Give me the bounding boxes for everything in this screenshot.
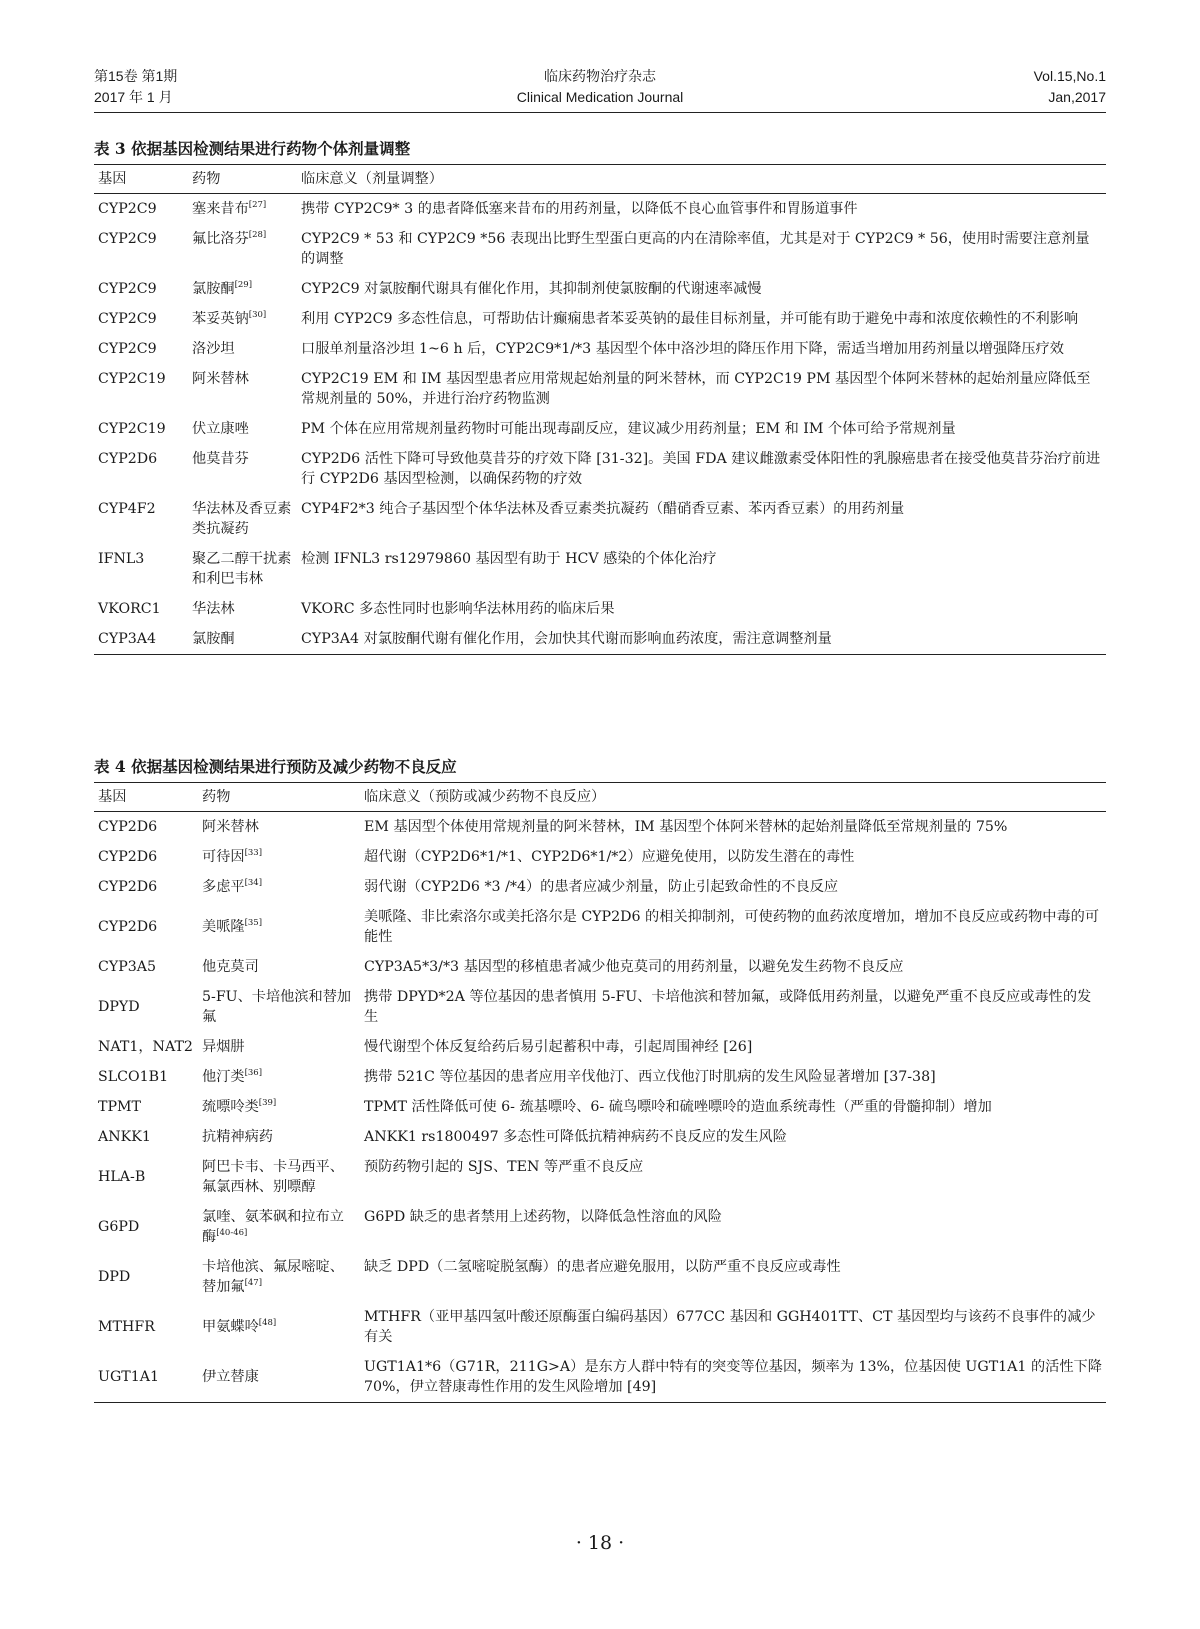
- drug-name: 苯妥英钠: [192, 311, 249, 327]
- gene-cell: CYP2D6: [98, 849, 158, 865]
- table3-body: [94, 194, 1106, 655]
- drug-name: 华法林及香豆素类抗凝药: [192, 501, 292, 537]
- drug-cell: [198, 902, 360, 952]
- table4-col-drug: 药物: [198, 783, 360, 812]
- table-row: [94, 544, 1106, 594]
- gene-cell: CYP3A5: [98, 959, 157, 975]
- citation-ref: [29]: [234, 280, 253, 290]
- drug-cell: [198, 1122, 360, 1152]
- table-row: [94, 1122, 1106, 1152]
- header-volume-en: [1034, 66, 1106, 108]
- table4-body: [94, 812, 1106, 1403]
- citation-ref: [33]: [244, 848, 263, 858]
- drug-cell: [198, 1302, 360, 1352]
- drug-cell: [198, 812, 360, 843]
- meaning-cell: 口服单剂量洛沙坦 1~6 h 后，CYP2C9*1/*3 基因型个体中洛沙坦的降压作用下降，需适当增加用药剂量以增强降压疗效: [301, 341, 1064, 357]
- drug-name: 抗精神病药: [202, 1129, 273, 1145]
- header-date-cn: 2017 年 1 月: [94, 89, 173, 105]
- meaning-cell: 检测 IFNL3 rs12979860 基因型有助于 HCV 感染的个体化治疗: [301, 551, 717, 567]
- drug-cell: [198, 982, 360, 1032]
- meaning-cell: ANKK1 rs1800497 多态性可降低抗精神病药不良反应的发生风险: [364, 1129, 787, 1145]
- citation-ref: [27]: [248, 200, 267, 210]
- drug-name: 巯嘌呤类: [202, 1099, 259, 1115]
- meaning-cell: CYP2C19 EM 和 IM 基因型患者应用常规起始剂量的阿米替林，而 CYP2C19 PM 基因型个体阿米替林的起始剂量应降低至常规剂量的 50%，并进行治疗药物监测: [301, 371, 1091, 407]
- table3-caption: 表 3 依据基因检测结果进行药物个体剂量调整: [94, 139, 411, 158]
- citation-ref: [47]: [244, 1278, 263, 1288]
- drug-cell: [188, 194, 297, 225]
- meaning-cell: 慢代谢型个体反复给药后易引起蓄积中毒，引起周围神经 [26]: [364, 1039, 753, 1055]
- gene-cell: ANKK1: [98, 1129, 151, 1145]
- gene-cell: CYP2D6: [98, 819, 158, 835]
- meaning-cell: 携带 DPYD*2A 等位基因的患者慎用 5-FU、卡培他滨和替加氟，或降低用药剂量，以避免严重不良反应或毒性的发生: [364, 989, 1092, 1025]
- table-row: [94, 1252, 1106, 1302]
- meaning-cell: 弱代谢（CYP2D6 *3 /*4）的患者应减少剂量，防止引起致命性的不良反应: [364, 879, 839, 895]
- gene-cell: VKORC1: [98, 601, 161, 617]
- drug-cell: [188, 494, 297, 544]
- drug-name: 伊立替康: [202, 1369, 259, 1385]
- gene-cell: CYP2D6: [98, 879, 158, 895]
- citation-ref: [48]: [258, 1318, 277, 1328]
- meaning-cell: 美哌隆、非比索洛尔或美托洛尔是 CYP2D6 的相关抑制剂，可使药物的血药浓度增加，增加不良反应或药物中毒的可能性: [364, 909, 1100, 945]
- drug-name: 阿米替林: [202, 819, 259, 835]
- meaning-cell: 利用 CYP2C9 多态性信息，可帮助估计癫痫患者苯妥英钠的最佳目标剂量，并可能有助于避免中毒和浓度依赖性的不利影响: [301, 311, 1079, 327]
- drug-cell: [188, 414, 297, 444]
- table3-col-drug: 药物: [188, 165, 297, 194]
- drug-cell: [188, 334, 297, 364]
- meaning-cell: CYP3A5*3/*3 基因型的移植患者减少他克莫司的用药剂量，以避免发生药物不良反应: [364, 959, 904, 975]
- drug-cell: [198, 1062, 360, 1092]
- drug-name: 美哌隆: [202, 919, 245, 935]
- drug-name: 华法林: [192, 601, 235, 617]
- drug-name: 阿米替林: [192, 371, 249, 387]
- drug-name: 他莫昔芬: [192, 451, 249, 467]
- table-row: [94, 364, 1106, 414]
- drug-name: 伏立康唑: [192, 421, 249, 437]
- gene-cell: MTHFR: [98, 1319, 155, 1335]
- running-header: [94, 64, 1106, 113]
- meaning-cell: 超代谢（CYP2D6*1/*1、CYP2D6*1/*2）应避免使用，以防发生潜在的毒性: [364, 849, 855, 865]
- meaning-cell: UGT1A1*6（G71R，211G>A）是东方人群中特有的突变等位基因，频率为 13%，位基因使 UGT1A1 的活性下降 70%，伊立替康毒性作用的发生风险增加 [49]: [360, 1352, 1106, 1403]
- gene-cell: DPD: [98, 1269, 131, 1285]
- gene-cell: CYP2D6: [98, 919, 158, 935]
- table-row: [94, 1152, 1106, 1202]
- meaning-cell: 缺乏 DPD（二氢嘧啶脱氢酶）的患者应避免服用，以防严重不良反应或毒性: [364, 1259, 841, 1275]
- page-number: · 18 ·: [575, 1532, 625, 1554]
- meaning-cell: CYP4F2*3 纯合子基因型个体华法林及香豆素类抗凝药（醋硝香豆素、苯丙香豆素）的用药剂量: [301, 501, 905, 517]
- header-vol-no: Vol.15,No.1: [1033, 68, 1106, 84]
- table-row: [94, 1032, 1106, 1062]
- table4-col-meaning: 临床意义（预防或减少药物不良反应）: [360, 783, 1106, 812]
- drug-name: 多虑平: [202, 879, 245, 895]
- table3-col-meaning: 临床意义（剂量调整）: [297, 165, 1106, 194]
- table3-header-row: [94, 165, 1106, 194]
- drug-name: 塞来昔布: [192, 201, 249, 217]
- meaning-cell: 预防药物引起的 SJS、TEN 等严重不良反应: [364, 1159, 644, 1175]
- gene-cell: CYP2C9: [98, 231, 157, 247]
- drug-name: 5-FU、卡培他滨和替加氟: [202, 989, 352, 1025]
- table-row: [94, 624, 1106, 655]
- drug-name: 洛沙坦: [192, 341, 235, 357]
- header-date-en: Jan,2017: [1048, 89, 1106, 105]
- table-row: [94, 902, 1106, 952]
- gene-cell: CYP2C9: [98, 311, 157, 327]
- gene-cell: CYP2C9: [98, 281, 157, 297]
- table-row: [94, 414, 1106, 444]
- drug-name: 他克莫司: [202, 959, 259, 975]
- gene-cell: CYP2C19: [98, 371, 166, 387]
- table-row: [94, 594, 1106, 624]
- table3: [94, 164, 1106, 655]
- drug-name: 聚乙二醇干扰素和利巴韦林: [192, 551, 292, 587]
- drug-name: 甲氨蝶呤: [202, 1319, 259, 1335]
- drug-cell: [188, 224, 297, 274]
- gene-cell: IFNL3: [98, 551, 145, 567]
- drug-name: 阿巴卡韦、卡马西平、氟氯西林、别嘌醇: [202, 1159, 344, 1195]
- meaning-cell: 携带 521C 等位基因的患者应用辛伐他汀、西立伐他汀时肌病的发生风险显著增加 [37-38]: [364, 1069, 936, 1085]
- meaning-cell: CYP2C9 * 53 和 CYP2C9 *56 表现出比野生型蛋白更高的内在清除率值，尤其是对于 CYP2C9 * 56，使用时需要注意剂量的调整: [301, 231, 1090, 267]
- citation-ref: [35]: [244, 918, 263, 928]
- header-journal: [94, 66, 1106, 108]
- table-row: [94, 274, 1106, 304]
- citation-ref: [30]: [248, 310, 267, 320]
- drug-name: 可待因: [202, 849, 245, 865]
- meaning-cell: PM 个体在应用常规剂量药物时可能出现毒副反应，建议减少用药剂量；EM 和 IM 个体可给予常规剂量: [301, 421, 956, 437]
- table-row: [94, 812, 1106, 843]
- gene-cell: CYP2C9: [98, 341, 157, 357]
- meaning-cell: CYP3A4 对氯胺酮代谢有催化作用，会加快其代谢而影响血药浓度，需注意调整剂量: [297, 624, 1106, 655]
- journal-name-en: Clinical Medication Journal: [516, 89, 684, 105]
- drug-cell: [198, 1152, 360, 1202]
- drug-cell: [188, 304, 297, 334]
- gene-cell: CYP4F2: [98, 501, 156, 517]
- table-row: [94, 982, 1106, 1032]
- table-row: [94, 304, 1106, 334]
- table-row: [94, 872, 1106, 902]
- drug-name: 异烟肼: [202, 1039, 245, 1055]
- drug-cell: [188, 594, 297, 624]
- drug-cell: [198, 1092, 360, 1122]
- gene-cell: G6PD: [98, 1219, 140, 1235]
- drug-cell: [198, 1202, 360, 1252]
- meaning-cell: G6PD 缺乏的患者禁用上述药物，以降低急性溶血的风险: [364, 1209, 722, 1225]
- table-row: [94, 494, 1106, 544]
- table-row: [94, 952, 1106, 982]
- drug-name: 卡培他滨、氟尿嘧啶、替加氟: [202, 1259, 344, 1295]
- journal-name-cn: 临床药物治疗杂志: [544, 68, 656, 84]
- meaning-cell: CYP2C9 对氯胺酮代谢具有催化作用，其抑制剂使氯胺酮的代谢速率减慢: [301, 281, 762, 297]
- citation-ref: [34]: [244, 878, 263, 888]
- table4-header-row: [94, 783, 1106, 812]
- drug-name: 氯胺酮: [192, 281, 235, 297]
- table-row: [94, 1202, 1106, 1252]
- gene-cell: DPYD: [98, 999, 140, 1015]
- drug-cell: [188, 274, 297, 304]
- citation-ref: [36]: [244, 1068, 263, 1078]
- table-row: [94, 1092, 1106, 1122]
- gene-cell: HLA-B: [98, 1169, 146, 1185]
- table-row: [94, 224, 1106, 274]
- drug-cell: [198, 952, 360, 982]
- gene-cell: CYP2C19: [98, 421, 166, 437]
- drug-cell: [188, 624, 297, 655]
- drug-cell: [198, 1352, 360, 1403]
- drug-name: 氟比洛芬: [192, 231, 249, 247]
- table4: [94, 782, 1106, 1403]
- meaning-cell: TPMT 活性降低可使 6- 巯基嘌呤、6- 硫鸟嘌呤和硫唑嘌呤的造血系统毒性（严重的骨髓抑制）增加: [364, 1099, 992, 1115]
- citation-ref: [28]: [248, 230, 267, 240]
- gene-cell: CYP2D6: [98, 451, 158, 467]
- meaning-cell: 携带 CYP2C9* 3 的患者降低塞来昔布的用药剂量，以降低不良心血管事件和胃肠道事件: [301, 201, 858, 217]
- drug-name: 他汀类: [202, 1069, 245, 1085]
- table-row: [94, 1352, 1106, 1403]
- drug-cell: [198, 842, 360, 872]
- gene-cell: TPMT: [98, 1099, 141, 1115]
- table-row: [94, 1302, 1106, 1352]
- citation-ref: [40-46]: [216, 1228, 248, 1238]
- gene-cell: CYP2C9: [98, 201, 157, 217]
- table3-col-gene: 基因: [94, 165, 188, 194]
- meaning-cell: EM 基因型个体使用常规剂量的阿米替林，IM 基因型个体阿米替林的起始剂量降低至常规剂量的 75%: [364, 819, 1008, 835]
- meaning-cell: CYP2D6 活性下降可导致他莫昔芬的疗效下降 [31-32]。美国 FDA 建议雌激素受体阳性的乳腺癌患者在接受他莫昔芬治疗前进行 CYP2D6 基因型检测，以确保药物的疗效: [301, 451, 1101, 487]
- drug-name: 氯喹、氨苯砜和拉布立酶: [202, 1209, 344, 1245]
- drug-cell: [188, 444, 297, 494]
- table-row: [94, 194, 1106, 225]
- drug-name: 氯胺酮: [192, 631, 235, 647]
- header-volume-issue: 第15卷 第1期: [94, 68, 178, 84]
- meaning-cell: VKORC 多态性同时也影响华法林用药的临床后果: [301, 601, 615, 617]
- drug-cell: [198, 872, 360, 902]
- drug-cell: [188, 364, 297, 414]
- table4-caption: 表 4 依据基因检测结果进行预防及减少药物不良反应: [94, 757, 457, 776]
- drug-cell: [198, 1252, 360, 1302]
- gene-cell: SLCO1B1: [98, 1069, 169, 1085]
- gene-cell: NAT1，NAT2: [98, 1039, 193, 1055]
- gene-cell: CYP3A4: [94, 624, 188, 655]
- table-row: [94, 1062, 1106, 1092]
- drug-cell: [188, 544, 297, 594]
- gene-cell: UGT1A1: [94, 1352, 198, 1403]
- table4-col-gene: 基因: [94, 783, 198, 812]
- table-row: [94, 842, 1106, 872]
- table-row: [94, 444, 1106, 494]
- citation-ref: [39]: [258, 1098, 277, 1108]
- meaning-cell: MTHFR（亚甲基四氢叶酸还原酶蛋白编码基因）677CC 基因和 GGH401TT、CT 基因型均与该药不良事件的减少有关: [364, 1309, 1096, 1345]
- drug-cell: [198, 1032, 360, 1062]
- table-row: [94, 334, 1106, 364]
